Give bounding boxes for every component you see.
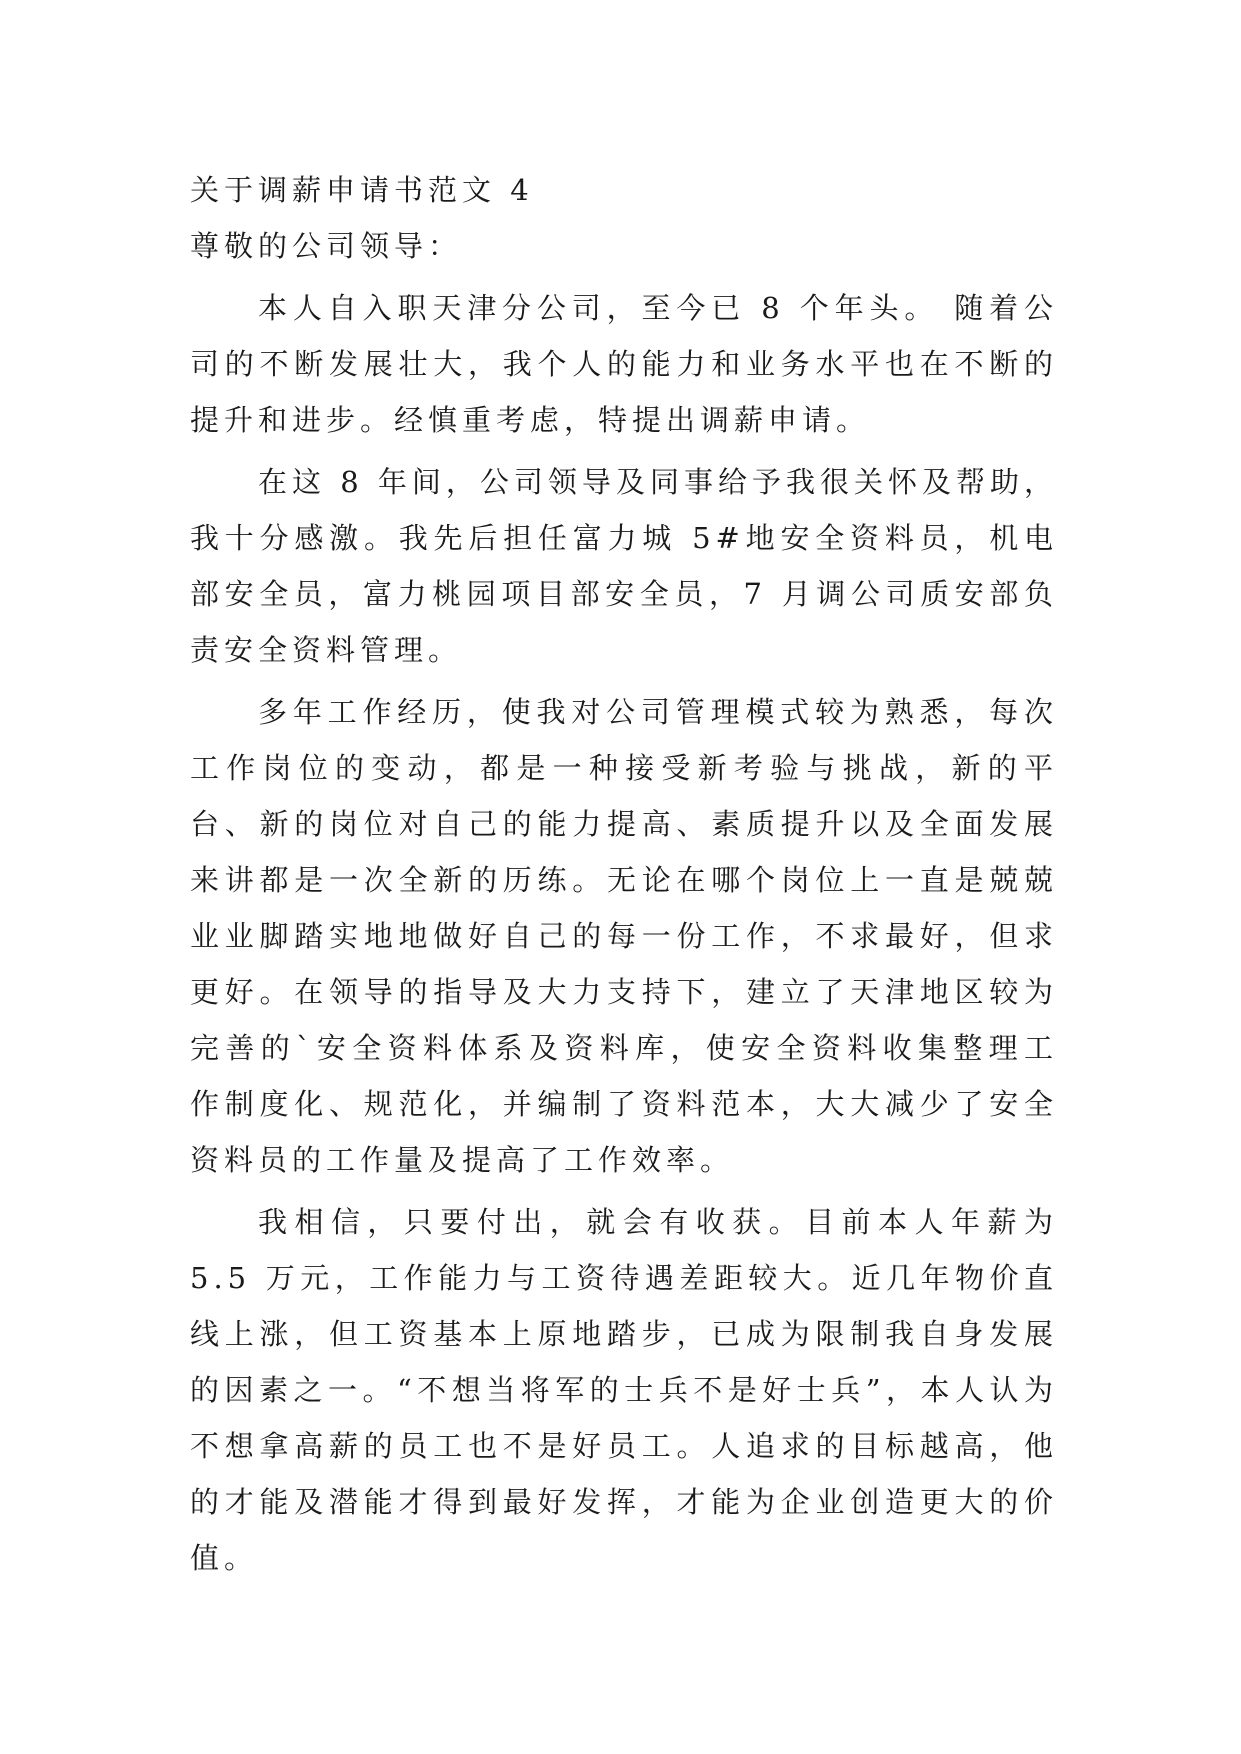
document-title: 关于调薪申请书范文 4 (190, 173, 534, 207)
paragraph-3: 多年工作经历，使我对公司管理模式较为熟悉，每次工作岗位的变动，都是一种接受新考验与挑战，新的平台、新的岗位对自己的能力提高、素质提升以及全面发展来讲都是一次全新的历练。无论在哪个岗位上一直是兢兢业业脚踏实地地做好自己的每一份工作，不求最好，但求更好。在领导的指导及大力支持下，建立了天津地区较为完善的`安全资料体系及资料库，使安全资料收集整理工作制度化、规范化，并编制了资料范本，大大减少了安全资料员的工作量及提高了工作效率。 (190, 695, 1058, 1177)
paragraph-4: 我相信，只要付出，就会有收获。目前本人年薪为 5.5 万元，工作能力与工资待遇差距较大。近几年物价直线上涨，但工资基本上原地踏步，已成为限制我自身发展的因素之一。“不想当将军的士兵不是好士兵”，本人认为不想拿高薪的员工也不是好员工。人追求的目标越高，他的才能及潜能才得到最好发挥，才能为企业创造更大的价值。 (190, 1205, 1058, 1575)
salutation: 尊敬的公司领导： (190, 229, 463, 263)
paragraph-2: 在这 8 年间，公司领导及同事给予我很关怀及帮助，我十分感激。我先后担任富力城 5#地安全资料员，机电部安全员，富力桃园项目部安全员，7 月调公司质安部负责安全资料管理。 (190, 465, 1058, 667)
paragraph-1: 本人自入职天津分公司，至今已 8 个年头。 随着公司的不断发展壮大，我个人的能力和业务水平也在不断的提升和进步。经慎重考虑，特提出调薪申请。 (190, 291, 1058, 437)
document-body (190, 162, 1058, 1586)
